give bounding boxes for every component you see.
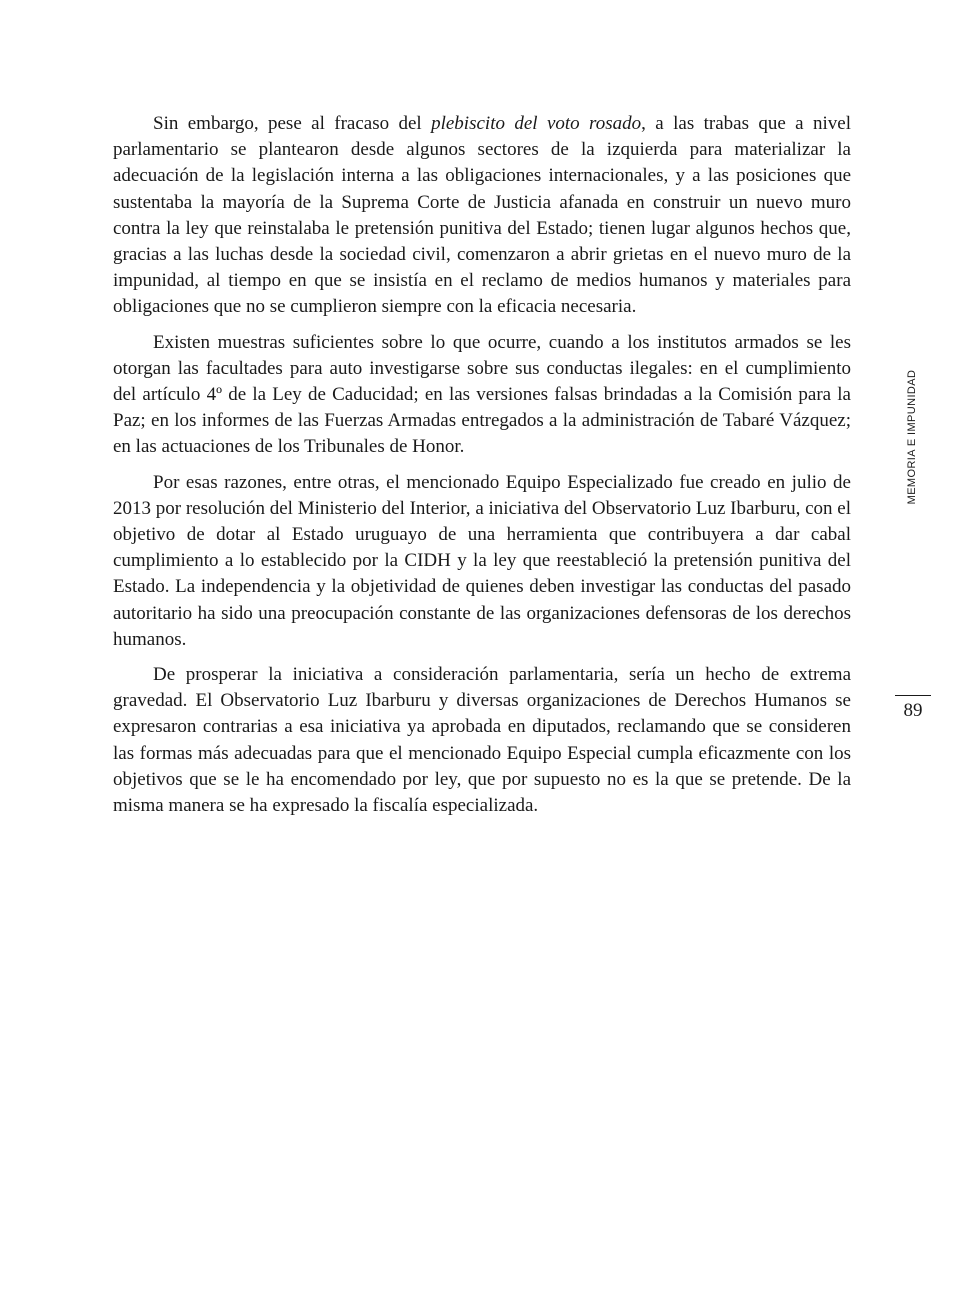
paragraph-1-rest: , a las trabas que a nivel parlamentario se plantearon desde algunos sectores de la izquierda para materializar la adecuación de la legislación interna a las obligaciones internacionales, y a las posiciones que sustentaba la mayoría de la Suprema Corte de Justicia afanada en construir un nuevo muro contra la ley que reinstalaba le pretensión punitiva del Estado; tienen lugar algunos hechos que, gracias a las luchas desde la sociedad civil, comenzaron a abrir grietas en el nuevo muro de la impunidad, al tiempo en que se insistía en el reclamo de medios humanos y materiales para obligaciones que no se cumplieron siempre con la eficacia necesaria. bbox=[113, 113, 851, 318]
running-head: MEMORIA E IMPUNIDAD bbox=[906, 369, 918, 505]
page-number: 89 bbox=[903, 700, 923, 721]
body-text bbox=[113, 111, 851, 828]
paragraph-1 bbox=[113, 111, 851, 321]
page-number-rule bbox=[895, 695, 931, 696]
paragraph-2: Existen muestras suficientes sobre lo que ocurre, cuando a los institutos armados se les otorgan las facultades para auto investigarse sobre sus conductas ilegales: en el cumplimiento del artículo 4º de la Ley de Caducidad; en las versiones falsas brindadas a la Comisión para la Paz; en los informes de las Fuerzas Armadas entregados a la administración de Tabaré Vázquez; en las actuaciones de los Tribunales de Honor. bbox=[113, 331, 851, 458]
paragraph-1-lead: Sin embargo, pese al fracaso del bbox=[153, 113, 432, 134]
paragraph-1-emphasis: plebiscito del voto rosado bbox=[431, 113, 642, 134]
paragraph-4: De prosperar la iniciativa a consideración parlamentaria, sería un hecho de extrema gravedad. El Observatorio Luz Ibarburu y diversas organizaciones de Derechos Humanos se expresaron contrarias a esa iniciativa ya aprobada en diputados, reclamando que se consideren las formas más adecuadas para que el mencionado Equipo Especial cumpla eficazmente con los objetivos que se le ha encomendado por ley, que por supuesto no es la que se pretende. De la misma manera se ha expresado la fiscalía especializada. bbox=[113, 664, 851, 817]
paragraph-3: Por esas razones, entre otras, el mencionado Equipo Especializado fue creado en julio de 2013 por resolución del Ministerio del Interior, a iniciativa del Observatorio Luz Ibarburu, con el objetivo de dotar al Estado uruguayo de una herramienta que contribuyera a dar cabal cumplimiento a lo establecido por la CIDH y la ley que reestableció la pretensión punitiva del Estado. La independencia y la objetividad de quienes deben investigar las conductas del pasado autoritario ha sido una preocupación constante de las organizaciones defensoras de los derechos humanos. bbox=[113, 471, 851, 650]
